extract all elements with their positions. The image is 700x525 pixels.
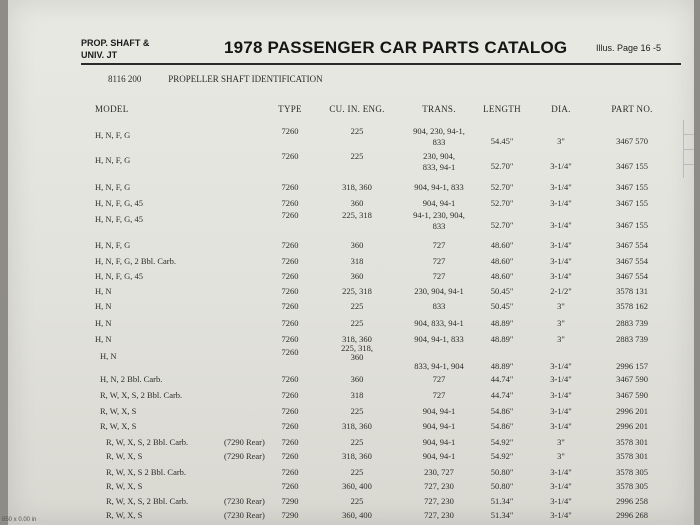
cell-length: 48.89"	[490, 318, 514, 328]
cell-cu-in: 318	[350, 256, 364, 266]
cell-cu-in: 225	[350, 437, 364, 447]
cell-dia: 3"	[557, 136, 565, 146]
cell-model: R, W, X, S	[100, 421, 137, 431]
cell-length: 52.70"	[490, 182, 514, 192]
cell-part-no: 3578 301	[616, 437, 648, 447]
cell-model: H, N, F, G	[95, 182, 131, 192]
cell-part-no: 3467 155	[616, 220, 648, 230]
section-title: PROPELLER SHAFT IDENTIFICATION	[168, 74, 323, 84]
cell-type: 7260	[281, 151, 299, 161]
cell-length: 52.70"	[490, 220, 514, 230]
cell-cu-in: 225, 318	[342, 210, 372, 220]
cell-model: H, N, F, G	[95, 240, 131, 250]
col-length: LENGTH	[483, 104, 521, 114]
cell-length: 48.60"	[490, 256, 514, 266]
cell-cu-in: 360, 400	[342, 510, 372, 520]
cell-trans: 230, 904,	[423, 151, 455, 161]
cell-model: H, N, F, G, 45	[95, 214, 143, 224]
cell-part-no: 2996 157	[616, 361, 648, 371]
cell-cu-in: 225	[350, 318, 364, 328]
cell-cu-in: 225	[350, 406, 364, 416]
cell-type: 7260	[281, 256, 299, 266]
cell-part-no: 3467 155	[616, 198, 648, 208]
cell-type: 7260	[281, 374, 299, 384]
cell-trans: 727, 230	[424, 496, 454, 506]
cell-dia: 3-1/4"	[550, 198, 572, 208]
cell-cu-in: 318, 360	[342, 182, 372, 192]
cell-model: R, W, X, S, 2 Bbl. Carb.	[106, 437, 189, 447]
cell-trans: 727	[432, 271, 446, 281]
cell-type: 7260	[281, 271, 299, 281]
cell-cu-in: 225	[350, 301, 364, 311]
cell-trans: 904, 94-1	[422, 437, 456, 447]
cell-trans: 904, 94-1	[422, 421, 456, 431]
cell-model: R, W, X, S, 2 Bbl. Carb.	[100, 390, 183, 400]
cell-trans: 727, 230	[424, 481, 454, 491]
cell-length: 51.34"	[490, 510, 514, 520]
cell-type: 7260	[281, 240, 299, 250]
cell-part-no: 3467 155	[616, 182, 648, 192]
cell-length: 48.89"	[490, 361, 514, 371]
cell-type: 7260	[281, 406, 299, 416]
cell-part-no: 2996 268	[616, 510, 648, 520]
cell-part-no: 2996 201	[616, 421, 648, 431]
cell-cu-in: 225	[350, 151, 364, 161]
cell-cu-in: 225	[350, 467, 364, 477]
cell-part-no: 3578 301	[616, 451, 648, 461]
cell-length: 44.74"	[490, 390, 514, 400]
header-rule	[81, 63, 681, 65]
cell-model: R, W, X, S	[106, 481, 143, 491]
cell-length: 44.74"	[490, 374, 514, 384]
cell-dia: 3-1/4"	[550, 421, 572, 431]
cell-length: 52.70"	[490, 161, 514, 171]
cell-type: 7290	[281, 496, 299, 506]
cell-model: H, N, F, G	[95, 155, 131, 165]
cell-part-no: 3578 162	[616, 301, 648, 311]
cell-part-no: 3467 554	[616, 256, 648, 266]
cell-trans: 904, 833, 94-1	[414, 318, 464, 328]
section-label	[81, 37, 149, 61]
cell-part-no: 3578 305	[616, 481, 648, 491]
cell-type: 7260	[281, 451, 299, 461]
cell-cu-in: 225	[350, 126, 364, 136]
cell-trans: 904, 230, 94-1,	[413, 126, 465, 136]
catalog-page	[8, 0, 694, 525]
cell-dia: 3-1/4"	[550, 390, 572, 400]
cell-dia: 3-1/4"	[550, 510, 572, 520]
page-title: 1978 PASSENGER CAR PARTS CATALOG	[224, 38, 568, 57]
cell-type: 7260	[281, 198, 299, 208]
cell-type: 7260	[281, 301, 299, 311]
cell-type: 7260	[281, 334, 299, 344]
cell-model: H, N	[95, 318, 112, 328]
cell-type: 7260	[281, 347, 299, 357]
cell-cu-in: 360, 400	[342, 481, 372, 491]
cell-part-no: 3467 155	[616, 161, 648, 171]
illustration-page-ref: Illus. Page 16 -5	[596, 43, 662, 53]
cell-length: 54.86"	[490, 421, 514, 431]
cell-part-no: 3467 554	[616, 240, 648, 250]
cell-type: 7260	[281, 210, 299, 220]
cell-model: H, N	[95, 301, 112, 311]
cell-dia: 3-1/4"	[550, 406, 572, 416]
cell-type: 7260	[281, 318, 299, 328]
cell-trans: 727, 230	[424, 510, 454, 520]
cell-dia: 3-1/4"	[550, 256, 572, 266]
col-model: MODEL	[95, 104, 129, 114]
cell-trans: 904, 94-1	[422, 406, 456, 416]
section-label-line2: UNIV. JT	[81, 50, 118, 60]
col-type: TYPE	[278, 104, 302, 114]
col-part-no: PART NO.	[611, 104, 653, 114]
cell-type: 7260	[281, 390, 299, 400]
cell-length: 48.89"	[490, 334, 514, 344]
section-heading	[108, 74, 323, 84]
cell-model: R, W, X, S	[100, 406, 137, 416]
cell-length: 50.45"	[490, 286, 514, 296]
cell-model: H, N, 2 Bbl. Carb.	[100, 374, 163, 384]
cell-length: 50.80"	[490, 467, 514, 477]
cell-cu-in: 360	[350, 271, 364, 281]
cell-type: 7260	[281, 421, 299, 431]
cell-model: H, N, F, G, 45	[95, 198, 143, 208]
cell-type: 7260	[281, 126, 299, 136]
cell-part-no: 3467 570	[616, 136, 648, 146]
cell-model: R, W, X, S 2 Bbl. Carb.	[106, 467, 187, 477]
cell-part-no: 3467 590	[616, 374, 648, 384]
cell-dia: 3-1/4"	[550, 496, 572, 506]
cell-cu-in: 318, 360	[342, 334, 372, 344]
col-trans: TRANS.	[422, 104, 456, 114]
cell-part-no: 2883 739	[616, 334, 648, 344]
cell-trans-cont: 833	[432, 221, 446, 231]
cell-trans: 727	[432, 240, 446, 250]
cell-trans: 833, 94-1, 904	[414, 361, 464, 371]
cell-part-no: 3467 590	[616, 390, 648, 400]
cell-dia: 3-1/4"	[550, 481, 572, 491]
cell-trans: 727	[432, 374, 446, 384]
cell-cu-in: 318, 360	[342, 451, 372, 461]
cell-rear-note: (7290 Rear)	[224, 451, 265, 461]
cell-type: 7260	[281, 481, 299, 491]
cell-trans: 904, 94-1	[422, 198, 456, 208]
cell-rear-note: (7230 Rear)	[224, 510, 265, 520]
cell-cu-in: 225, 318	[342, 286, 372, 296]
cell-length: 50.45"	[490, 301, 514, 311]
cell-length: 54.45"	[490, 136, 514, 146]
cell-length: 52.70"	[490, 198, 514, 208]
cell-dia: 2-1/2"	[550, 286, 572, 296]
cell-dia: 3"	[557, 318, 565, 328]
cell-length: 50.80"	[490, 481, 514, 491]
cell-cu-in: 225	[350, 496, 364, 506]
cell-dia: 3-1/4"	[550, 240, 572, 250]
cell-model: H, N, F, G	[95, 130, 131, 140]
cell-length: 48.60"	[490, 240, 514, 250]
cell-trans: 904, 94-1	[422, 451, 456, 461]
cell-length: 48.60"	[490, 271, 514, 281]
cell-dia: 3-1/4"	[550, 361, 572, 371]
cell-model: H, N	[95, 286, 112, 296]
cell-part-no: 2883 739	[616, 318, 648, 328]
cell-type: 7260	[281, 286, 299, 296]
cell-trans: 904, 94-1, 833	[414, 182, 464, 192]
cell-type: 7260	[281, 182, 299, 192]
cell-cu-in-cont: 360	[350, 352, 364, 362]
cell-dia: 3"	[557, 451, 565, 461]
zoom-readout: 850 x 0.00 in	[2, 517, 37, 523]
cell-trans: 904, 94-1, 833	[414, 334, 464, 344]
cell-rear-note: (7290 Rear)	[224, 437, 265, 447]
cell-type: 7260	[281, 467, 299, 477]
cell-dia: 3-1/4"	[550, 271, 572, 281]
cell-type: 7260	[281, 437, 299, 447]
cell-model: R, W, X, S, 2 Bbl. Carb.	[106, 496, 189, 506]
cell-length: 51.34"	[490, 496, 514, 506]
cell-length: 54.92"	[490, 437, 514, 447]
cell-cu-in: 360	[350, 374, 364, 384]
cell-dia: 3-1/4"	[550, 161, 572, 171]
cell-part-no: 2996 258	[616, 496, 648, 506]
cell-part-no: 3578 131	[616, 286, 648, 296]
cell-cu-in: 225, 318,	[341, 343, 373, 353]
cell-part-no: 3467 554	[616, 271, 648, 281]
col-dia: DIA.	[551, 104, 571, 114]
cell-dia: 3"	[557, 334, 565, 344]
cell-dia: 3-1/4"	[550, 182, 572, 192]
cell-model: H, N, F, G, 2 Bbl. Carb.	[95, 256, 177, 266]
cell-cu-in: 318, 360	[342, 421, 372, 431]
cell-type: 7290	[281, 510, 299, 520]
col-cu-in: CU. IN. ENG.	[329, 104, 385, 114]
cell-dia: 3"	[557, 437, 565, 447]
section-label-line1: PROP. SHAFT &	[81, 38, 150, 48]
cell-trans-cont: 833	[432, 137, 446, 147]
cell-model: H, N, F, G, 45	[95, 271, 143, 281]
cell-trans: 94-1, 230, 904,	[413, 210, 465, 220]
cell-rear-note: (7230 Rear)	[224, 496, 265, 506]
cell-dia: 3"	[557, 301, 565, 311]
cell-trans: 230, 727	[424, 467, 454, 477]
cell-model: H, N	[100, 351, 117, 361]
section-code: 8116 200	[108, 74, 142, 84]
cell-dia: 3-1/4"	[550, 220, 572, 230]
cell-cu-in: 360	[350, 198, 364, 208]
cell-part-no: 3578 305	[616, 467, 648, 477]
cell-length: 54.86"	[490, 406, 514, 416]
cell-trans: 833	[432, 301, 446, 311]
cell-part-no: 2996 201	[616, 406, 648, 416]
cell-trans-cont: 833, 94-1	[422, 162, 456, 172]
cell-model: R, W, X, S	[106, 451, 143, 461]
cell-length: 54.92"	[490, 451, 514, 461]
cell-trans: 727	[432, 390, 446, 400]
cell-dia: 3-1/4"	[550, 374, 572, 384]
cell-cu-in: 318	[350, 390, 364, 400]
cell-dia: 3-1/4"	[550, 467, 572, 477]
cell-trans: 230, 904, 94-1	[414, 286, 464, 296]
cell-model: H, N	[95, 334, 112, 344]
cell-trans: 727	[432, 256, 446, 266]
cell-cu-in: 360	[350, 240, 364, 250]
cell-model: R, W, X, S	[106, 510, 143, 520]
side-scrollbar[interactable]	[683, 120, 694, 178]
